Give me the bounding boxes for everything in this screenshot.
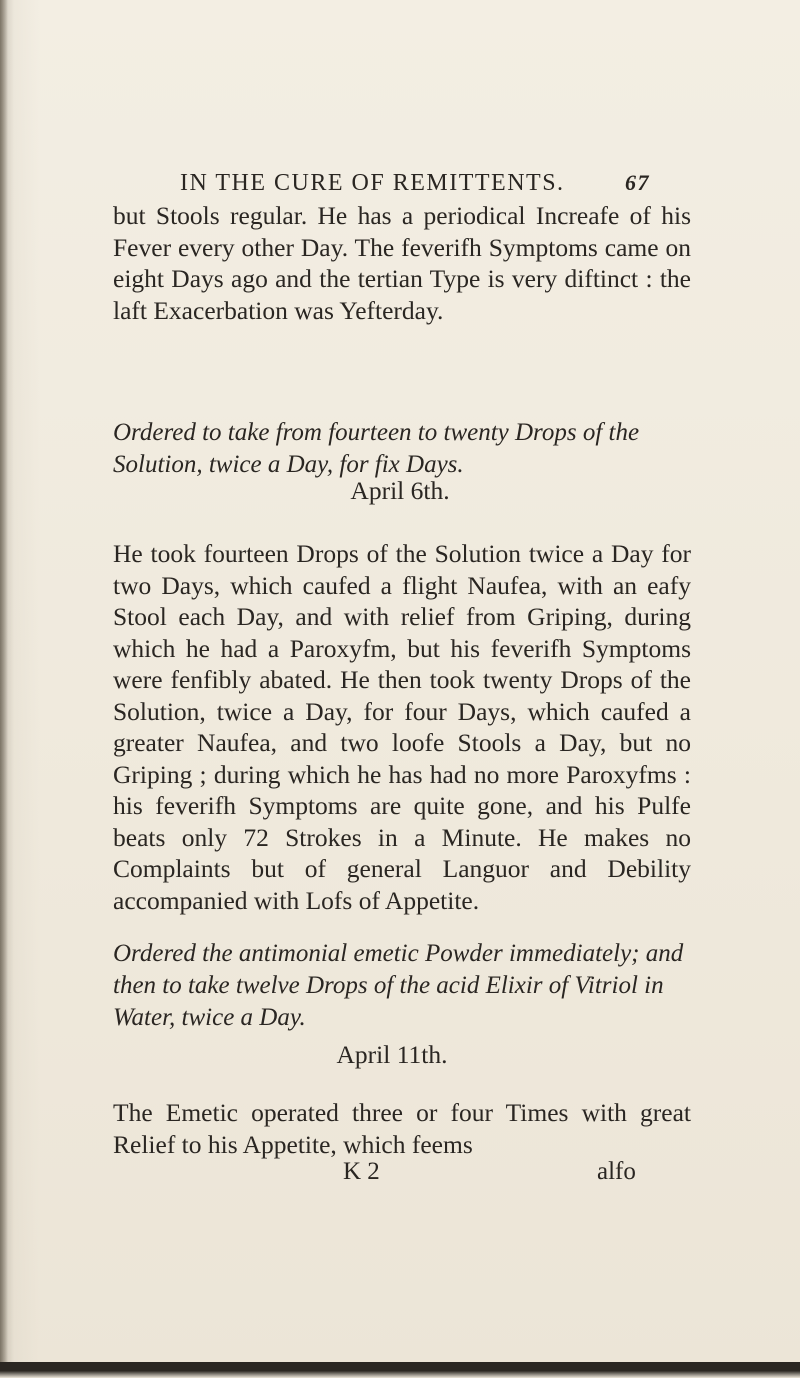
signature-mark: K 2 [343,1158,380,1185]
paragraph-2: He took fourteen Drops of the Solution twice a Day for two Days, which caufed a flight Naufea, with an eafy Stool each Day, and with relief from Griping, during which he had a Paroxyfm, but his feverifh Symptoms were fenfibly abated. He then took twenty Drops of the Solution, twice a Day, for four Days, which caufed a greater Naufea, and two loofe Stools a Day, but no Griping ; during which he has had no more Paroxyfms : his feverifh Symptoms are quite gone, and his Pulfe beats only 72 Strokes in a Minute. He makes no Complaints but of general Languor and Debility accompanied with Lofs of Appetite. [113,539,691,915]
binding-gutter-shadow [0,0,8,1378]
running-head [180,170,650,197]
running-title: IN THE CURE OF REMITTENTS. [180,170,565,196]
prescription-1: Ordered to take from fourteen to twenty Drops of the Solution, twice a Day, for fix Days. [113,419,640,478]
paragraph-1: but Stools regular. He has a periodical Increafe of his Fever every other Day. The feverifh Symptoms came on eight Days ago and the tertian Type is very diftinct : the laft Exacerbation was Yefterday. [113,201,691,325]
paragraph-3: The Emetic operated three or four Times with great Relief to his Appetite, which feems [113,1098,691,1159]
date-heading-2: April 11th. [336,1040,448,1069]
date-heading-1: April 6th. [350,476,450,505]
prescription-2: Ordered the antimonial emetic Powder immediately; and then to take twelve Drops of the acid Elixir of Vitriol in Water, twice a Day. [113,940,684,1031]
page-number: 67 [625,170,650,195]
catchword: alfo [597,1158,636,1185]
page-bottom-edge [0,1362,800,1378]
